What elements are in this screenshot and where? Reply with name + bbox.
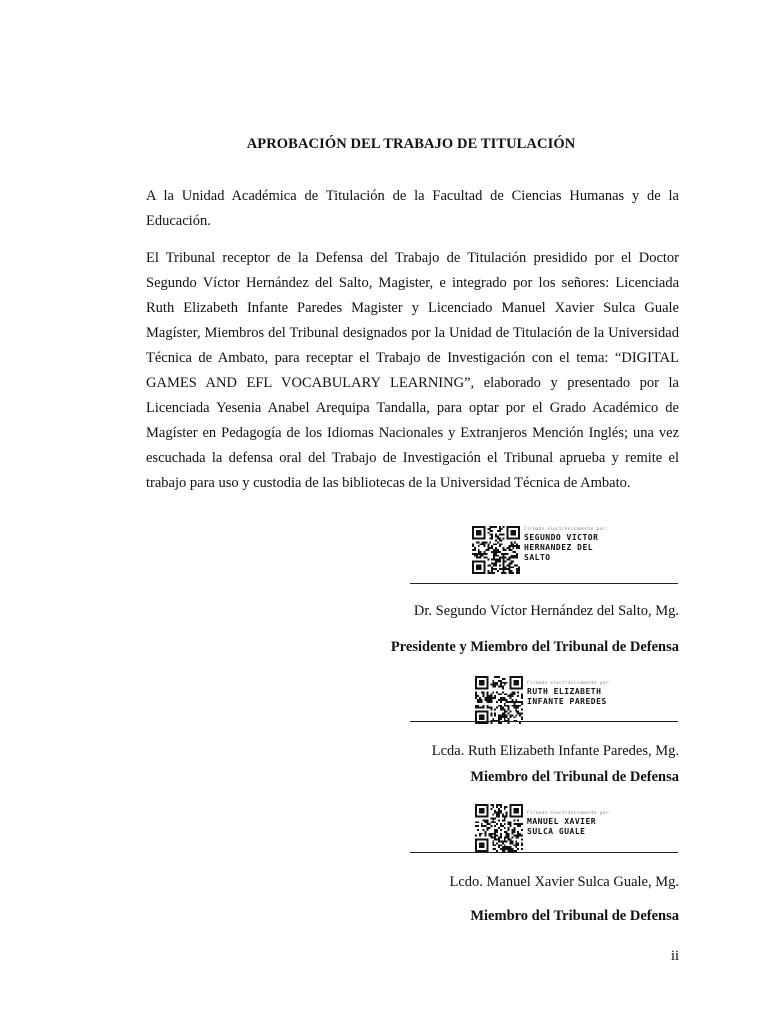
stamp-name-line: SULCA GUALE — [527, 827, 586, 836]
stamp-caption: Firmado electrónicamente por: — [527, 811, 612, 816]
signature-stamp-2 — [475, 676, 635, 724]
stamp-name-line: SALTO — [524, 553, 551, 562]
signature-stamp-3 — [475, 804, 635, 852]
signer-role-2: Miembro del Tribunal de Defensa — [470, 769, 679, 785]
stamp-name-line: INFANTE PAREDES — [527, 697, 607, 706]
stamp-caption: Firmado electrónicamente por: — [524, 527, 609, 532]
qr-code-icon — [475, 804, 523, 852]
signer-role-1: Presidente y Miembro del Tribunal de Defensa — [390, 639, 679, 655]
stamp-name-line: RUTH ELIZABETH — [527, 687, 602, 696]
signer-role-3: Miembro del Tribunal de Defensa — [470, 908, 679, 924]
qr-code-icon — [472, 526, 520, 574]
page-title: APROBACIÓN DEL TRABAJO DE TITULACIÓN — [246, 136, 576, 152]
stamp-name-line: HERNANDEZ DEL — [524, 543, 594, 552]
signature-stamp-1 — [472, 526, 632, 574]
signer-name-3: Lcdo. Manuel Xavier Sulca Guale, Mg. — [449, 874, 679, 890]
addressee-paragraph: A la Unidad Académica de Titulación de la Facultad de Ciencias Humanas y de la Educación. — [146, 188, 679, 229]
body-paragraph: El Tribunal receptor de la Defensa del Trabajo de Titulación presidido por el Doctor Segundo Víctor Hernández del Salto, Magister, e integrado por los señores: Licenciada Ruth Elizabeth Infante Paredes Magister y Licenciado Manuel Xavier Sulca Guale Magíster, Miembros del Tribunal designados por la Unidad de Titulación de la Universidad Técnica de Ambato, para receptar el Trabajo de Investigación con el tema: “DIGITAL GAMES AND EFL VOCABULARY LEARNING”, elaborado y presentado por la Licenciada Yesenia Anabel Arequipa Tandalla, para optar por el Grado Académico de Magíster en Pedagogía de los Idiomas Nacionales y Extranjeros Mención Inglés; una vez escuchada la defensa oral del Trabajo de Investigación el Tribunal aprueba y remite el trabajo para uso y custodia de las bibliotecas de la Universidad Técnica de Ambato. — [146, 250, 679, 491]
stamp-name-line: SEGUNDO VICTOR — [524, 533, 599, 542]
signature-line-3 — [410, 852, 678, 853]
qr-code-icon — [475, 676, 523, 724]
signature-line-2 — [410, 721, 678, 722]
signer-name-1: Dr. Segundo Víctor Hernández del Salto, Mg. — [413, 603, 679, 619]
signature-line-1 — [410, 583, 678, 584]
stamp-name-line: MANUEL XAVIER — [527, 817, 597, 826]
signer-name-2: Lcda. Ruth Elizabeth Infante Paredes, Mg. — [431, 743, 679, 759]
page-number: ii — [670, 948, 679, 964]
stamp-caption: Firmado electrónicamente por: — [527, 681, 612, 686]
